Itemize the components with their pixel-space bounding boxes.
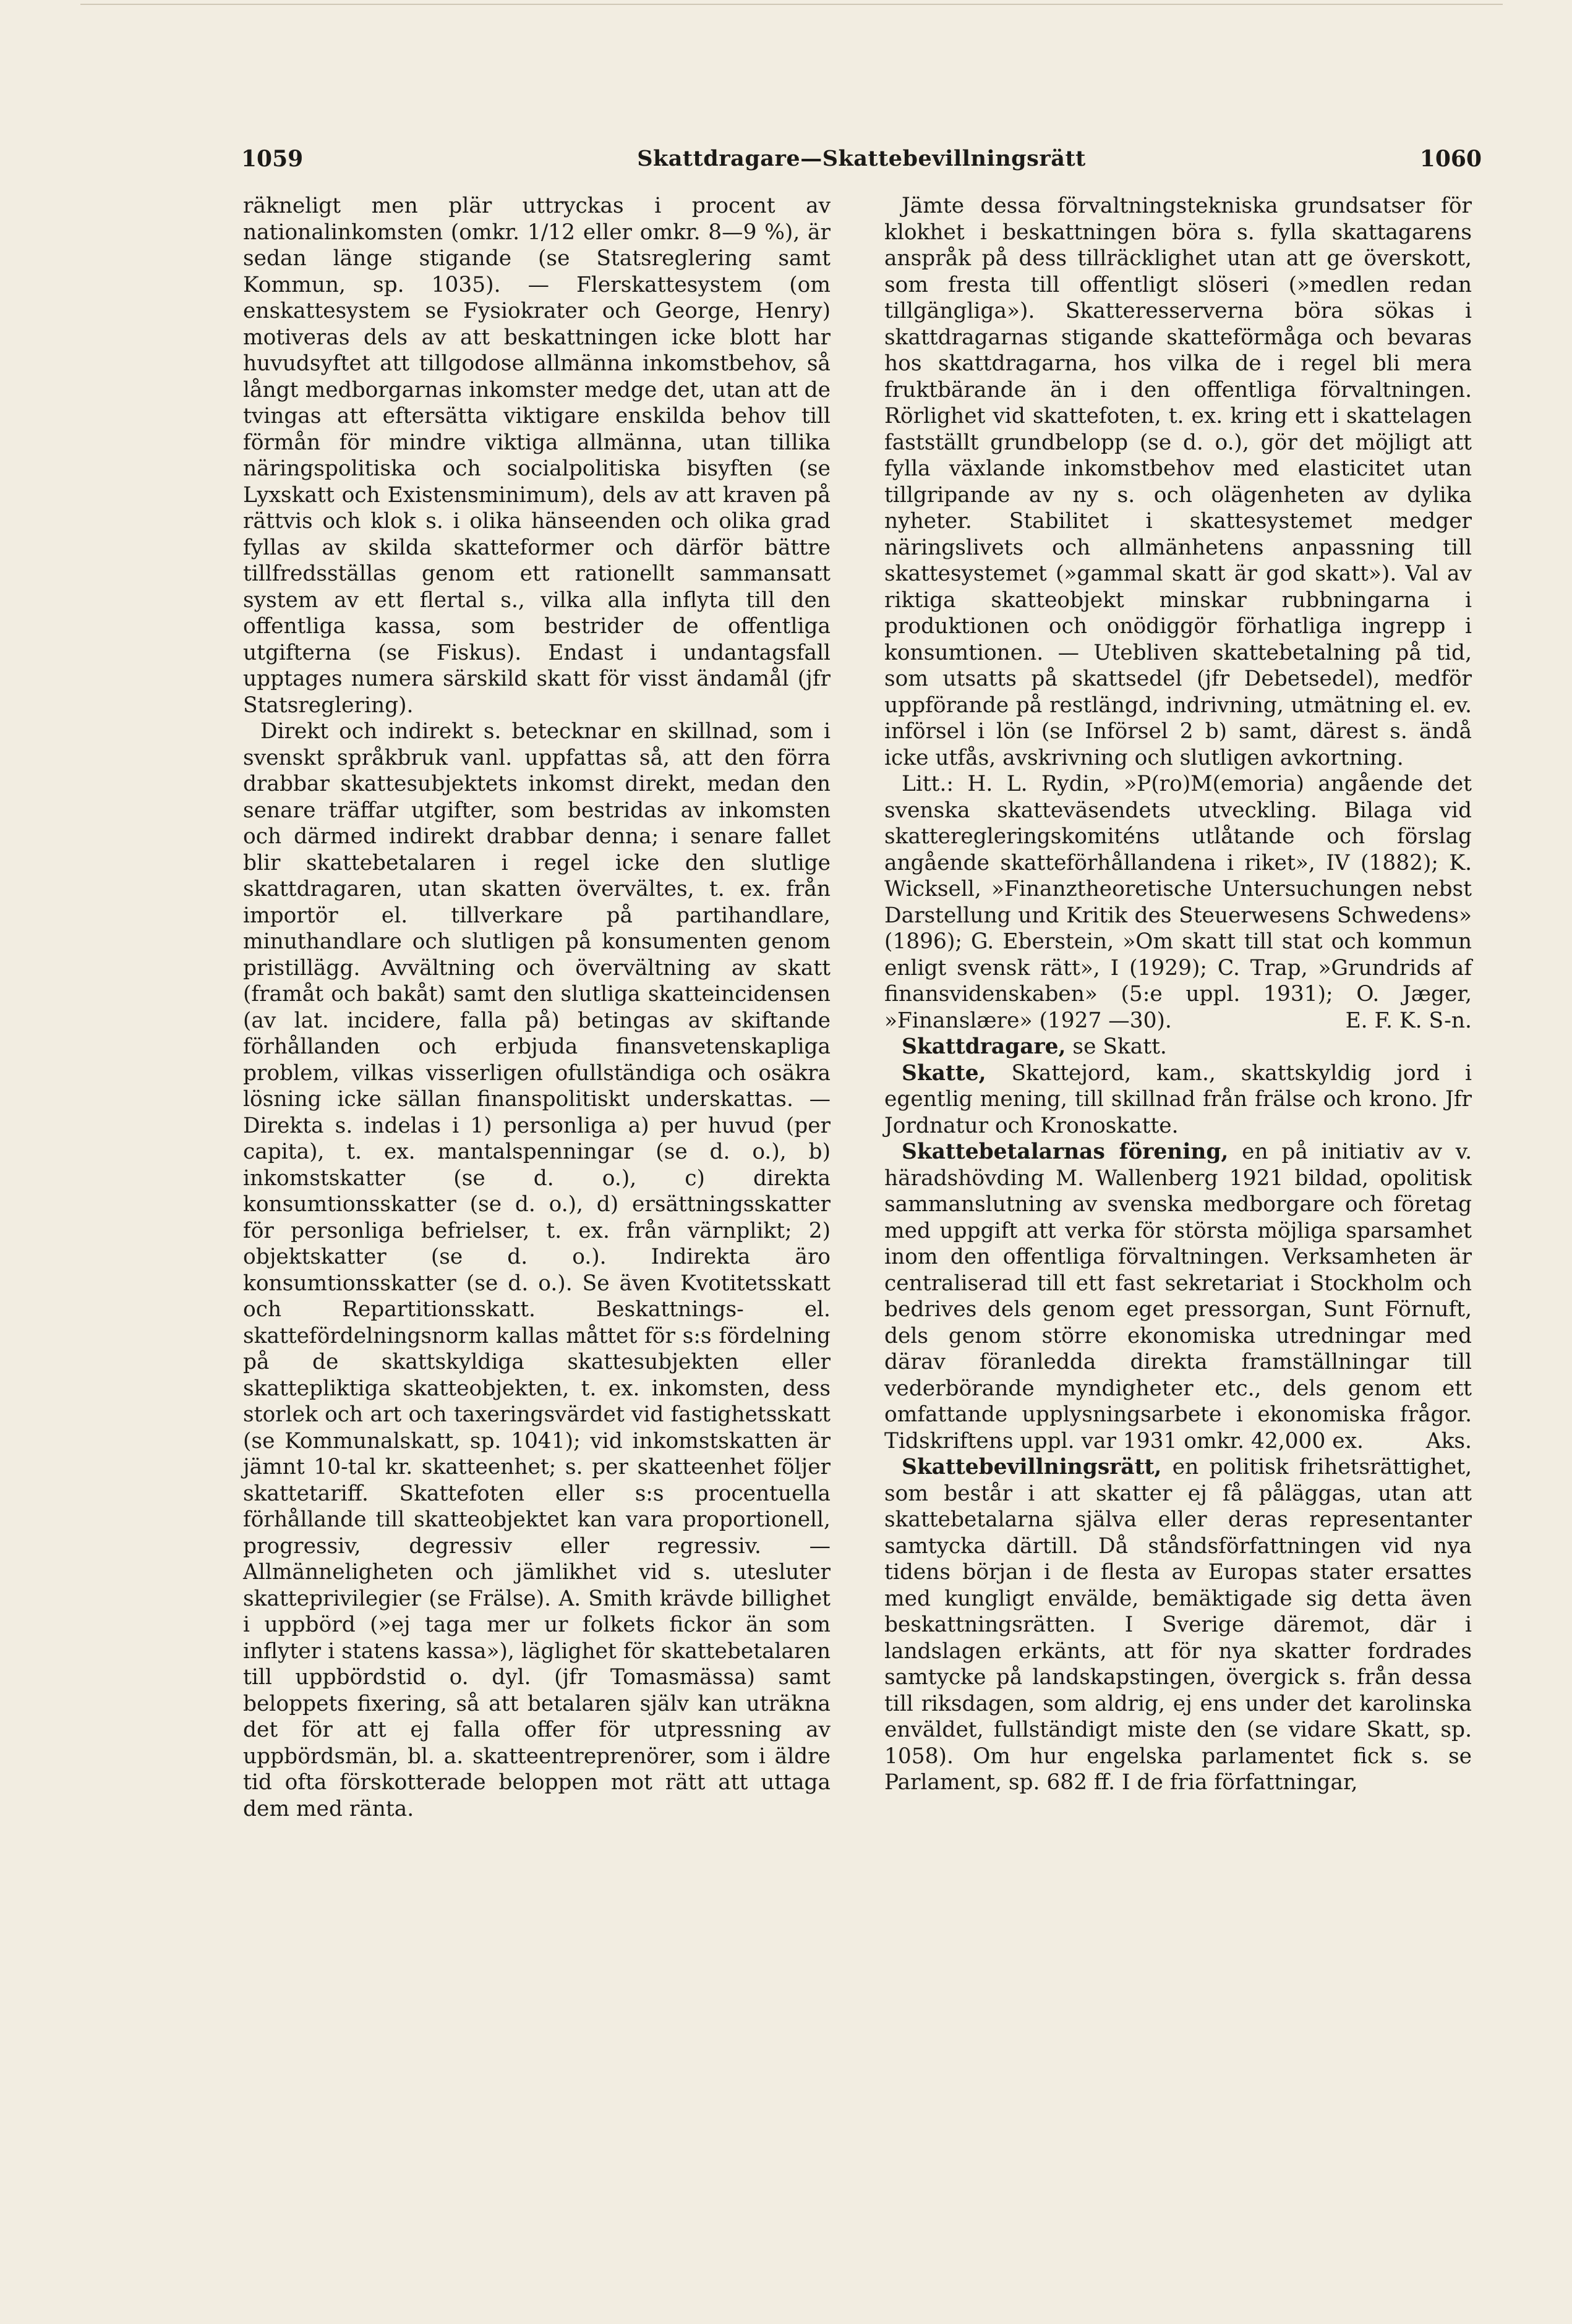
entry-skatte-body: Skattejord, kam., skattskyldig jord i egentlig mening, till skillnad från frälse och krono. Jfr Jordnatur och Kronoskatte. <box>884 1060 1472 1138</box>
paragraph-flerskattesystem: räkneligt men plär uttryckas i procent av nationalinkomsten (omkr. 1/12 eller omkr. 8—9 %), är sedan länge stigande (se Statsreglering samt Kommun, sp. 1035). — Flerskattesystem (om enskattesystem se Fysiokrater och George, Henry) motiveras dels av att beskattningen icke blott har huvudsyftet att tillgodose allmänna inkomstbehov, så långt medborgarnas inkomster medge det, utan att de tvingas att eftersätta viktigare enskilda behov till förmån för mindre viktiga allmänna, utan tillika näringspolitiska och socialpolitiska bisyften (se Lyxskatt och Existensminimum), dels av att kraven på rättvis och klok s. i olika hänseenden och olika grad fyllas av skilda skatteformer och därför bättre tillfredsställas genom ett rationellt sammansatt system av ett flertal s., vilka alla inflyta till den offentliga kassa, som bestrider de offentliga utgifterna (se Fiskus). Endast i undantagsfall upptages numera särskild skatt för visst ändamål (jfr Statsreglering). <box>243 194 831 718</box>
page-number-left: 1059 <box>241 146 304 172</box>
entry-skattdragare-body: se Skatt. <box>1066 1034 1167 1059</box>
entry-ratt-body: en politisk frihetsrättighet, som består i att skatter ej få påläggas, utan att skattebetalarna själva eller deras representanter samtycka därtill. Då ståndsförfattningen vid nya tidens början i de flesta av Europas stater ersattes med kungligt envälde, bemäktigade sig detta även beskattningsrätten. I Sverige däremot, där i landslagen erkänts, att för nya skatter fordrades samtycke på landskapstingen, övergick s. från dessa till riksdagen, som aldrig, ej ens under det karolinska enväldet, fullständigt miste den (se vidare Skatt, sp. 1058). Om hur engelska parlamentet fick s. se Parlament, sp. 682 ff. I de fria författningar, <box>884 1455 1472 1795</box>
page-header <box>241 146 1482 183</box>
literature-text: Litt.: H. L. Rydin, »P(ro)M(emoria) angående det svenska skatteväsendets utveckling. Bilaga vid skatteregleringskomiténs utlåtande och förslag angående skatteförhållandena i riket», IV (1882); K. Wicksell, »Finanztheoretische Untersuchungen nebst Darstellung und Kritik des Steuerwesens Schwedens» (1896); G. Eberstein, »Om skatt till stat och kommun enligt svensk rätt», I (1929); C. Trap, »Grundrids af finansvidenskaben» (5:e uppl. 1931); O. Jæger, »Finanslære» (1927 —30). <box>884 772 1472 1033</box>
entry-skattebevillningsratt <box>884 1454 1472 1796</box>
running-title: Skattdragare—Skattebevillningsrätt <box>637 146 1086 171</box>
entry-skattdragare <box>884 1034 1472 1060</box>
paragraph-grundsatser: Jämte dessa förvaltningstekniska grundsatser för klokhet i beskattningen böra s. fylla skattagarens anspråk på dess tillräcklighet utan att ge överskott, som fresta till offentligt slöseri (»medlen redan tillgängliga»). Skatteresserverna böra sökas i skattdragarnas stigande skatteförmåga och bevaras hos skattdragarna, hos vilka de i regel bli mera fruktbärande än i den offentliga förvaltningen. Rörlighet vid skattefoten, t. ex. kring ett i skattelagen fastställt grundbelopp (se d. o.), gör det möjligt att fylla växlande inkomstbehov med elasticitet utan tillgripande av ny s. och olägenheten av dylika nyheter. Stabilitet i skattesystemet medger näringslivets och allmänhetens anpassning till skattesystemet (»gammal skatt är god skatt»). Val av riktiga skatteobjekt minskar rubbningarna i produktionen och onödiggör förhatliga ingrepp i konsumtionen. — Utebliven skattebetalning på tid, som utsatts på skattsedel (jfr Debetsedel), medför uppförande på restlängd, indrivning, utmätning el. ev. införsel i lön (se Införsel 2 b) samt, därest s. ändå icke utfås, avskrivning och slutligen avkortning. <box>884 194 1472 770</box>
scan-edge-rule <box>80 4 1503 5</box>
headword-skattdragare: Skattdragare, <box>902 1034 1066 1059</box>
entry-skattebetalarnas-forening <box>884 1139 1472 1454</box>
headword-skatte: Skatte, <box>902 1060 986 1086</box>
entry-skatte <box>884 1060 1472 1139</box>
literature-block <box>884 771 1472 1034</box>
left-column <box>243 193 831 2233</box>
page-number-right: 1060 <box>1419 146 1482 172</box>
signature-aks: Aks. <box>1425 1428 1472 1454</box>
entry-forening-body: en på initiativ av v. häradshövding M. Wallenberg 1921 bildad, opolitisk sammanslutning av svenska medborgare och företag med uppgift att verka för största möjliga sparsamhet inom den offentliga förvaltningen. Verksamheten är centraliserad till ett fast sekretariat i Stockholm och bedrives dels genom eget pressorgan, Sunt Förnuft, dels genom större ekonomiska utredningar med därav föranledda direkta framställningar till vederbörande myndigheter etc., dels genom ett omfattande upplysningsarbete i ekonomiska frågor. Tidskriftens uppl. var 1931 omkr. 42,000 ex. <box>884 1139 1472 1454</box>
right-column <box>884 193 1472 2233</box>
signature-efks: E. F. K. S-n. <box>1345 1008 1472 1033</box>
paragraph-direkt-indirekt: Direkt och indirekt s. betecknar en skillnad, som i svenskt språkbruk vanl. uppfattas så, att den förra drabbar skattesubjektets inkomst direkt, medan den senare träffar utgifter, som bestridas av inkomsten och därmed indirekt drabbar denna; i senare fallet blir skattebetalaren i regel icke den slutlige skattdragaren, utan skatten övervältes, t. ex. från importör el. tillverkare på partihandlare, minuthandlare och slutligen på konsumenten genom pristillägg. Avvältning och övervältning av skatt (framåt och bakåt) samt den slutliga skatteincidensen (av lat. incidere, falla på) betingas av skiftande förhållanden och erbjuda finansvetenskapliga problem, vilkas visserligen ofullständiga och osäkra lösning icke sällan finanspolitiskt underskattas. — Direkta s. indelas i 1) personliga a) per huvud (per capita), t. ex. mantalspenningar (se d. o.), b) inkomstskatter (se d. o.), c) direkta konsumtionsskatter (se d. o.), d) ersättningsskatter för personliga befrielser, t. ex. från värnplikt; 2) objektskatter (se d. o.). Indirekta äro konsumtionsskatter (se d. o.). Se även Kvotitetsskatt och Repartitionsskatt. Beskattnings- el. skattefördelningsnorm kallas måttet för s:s fördelning på de skattskyldiga skattesubjekten eller skattepliktiga skatteobjekten, t. ex. inkomsten, dess storlek och art och taxeringsvärdet vid fastighetsskatt (se Kommunalskatt, sp. 1041); vid inkomstskatten är jämnt 10-tal kr. skatteenhet; s. per skatteenhet följer skattetariff. Skattefoten eller s:s procentuella förhållande till skatteobjektet kan vara proportionell, progressiv, degressiv eller regressiv. — Allmänneligheten och jämlikhet vid s. utesluter skatteprivilegier (se Frälse). A. Smith krävde billighet i uppbörd (»ej taga mer ur folkets fickor än som inflyter i statens kassa»), läglighet för skattebetalaren till uppbördstid o. dyl. (jfr Tomasmässa) samt beloppets fixering, så att betalaren själv kan uträkna det för att ej falla offer för utpressning av uppbördsmän, bl. a. skatteentreprenörer, som i äldre tid ofta förskotterade beloppen mot rätt att uttaga dem med ränta. <box>243 719 831 1821</box>
headword-skattebevillningsratt: Skattebevillningsrätt, <box>902 1455 1162 1479</box>
headword-skattebetalarnas-forening: Skattebetalarnas förening, <box>902 1139 1229 1164</box>
